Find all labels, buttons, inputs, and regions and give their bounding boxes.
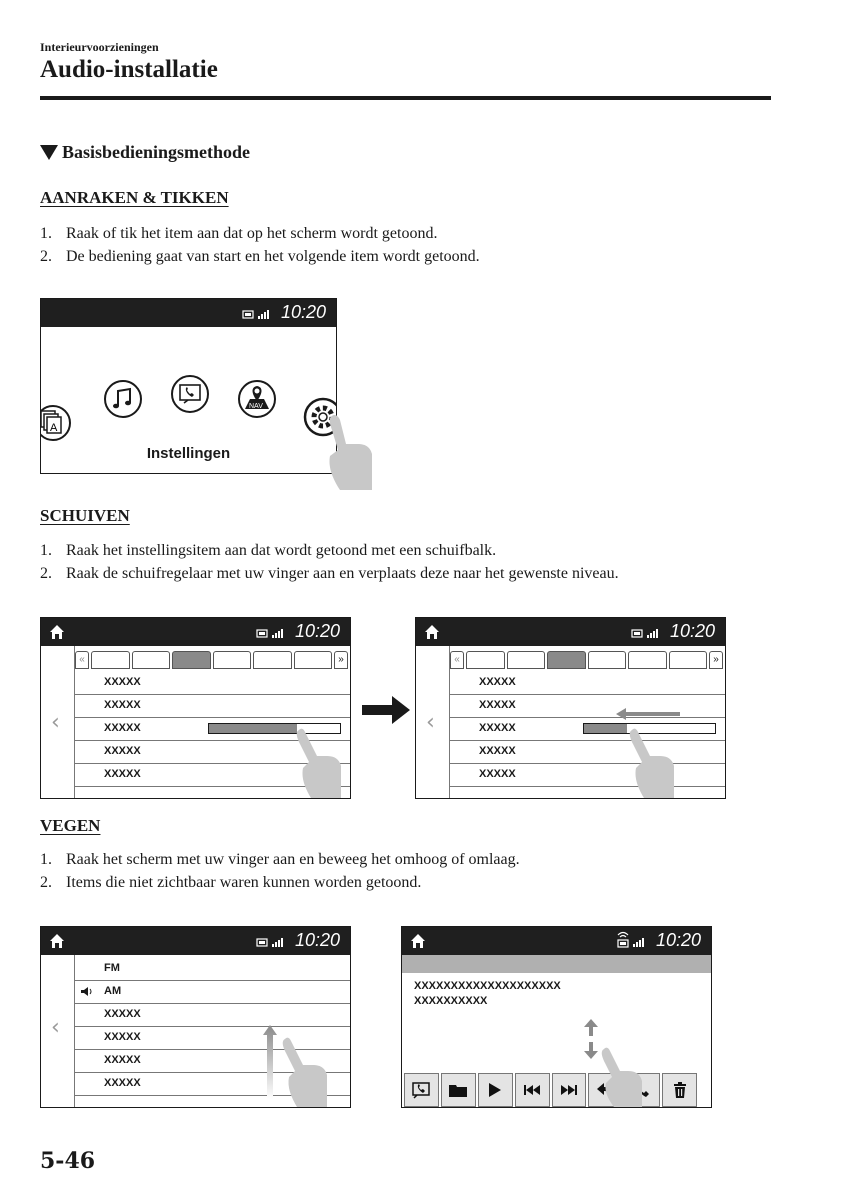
app-letter: A (50, 422, 58, 434)
list-swipe-screen (40, 926, 351, 1108)
touch-heading: AANRAKEN & TIKKEN (40, 188, 229, 207)
section-title (40, 142, 250, 163)
applications-icon[interactable] (40, 403, 81, 443)
tab-scroll-right[interactable]: » (709, 651, 723, 669)
next-button[interactable] (552, 1073, 587, 1107)
clock: 10:20 (294, 621, 340, 641)
battery-signal-icon (256, 627, 286, 639)
call-screen-button[interactable] (404, 1073, 439, 1107)
table-row[interactable]: XXXXX (449, 740, 725, 764)
list-item: 2. De bediening gaat van start en het volgende item wordt getoond. (40, 248, 480, 265)
play-icon (489, 1083, 501, 1097)
touch-hand-icon (598, 1045, 644, 1108)
status-bar (41, 618, 350, 646)
table-row[interactable]: XXXXX (449, 763, 725, 787)
tab-scroll-right[interactable]: » (334, 651, 348, 669)
swipe-up-arrow-icon (263, 1025, 277, 1099)
battery-signal-icon (256, 936, 286, 948)
table-row[interactable]: XXXXX (449, 717, 725, 741)
battery-signal-icon (242, 308, 272, 320)
table-row[interactable]: XXXXX (74, 694, 350, 718)
list-item: 1. Raak het instellingsitem aan dat wordt getoond met een schuifbalk. (40, 542, 497, 559)
touch-hand-icon (626, 726, 676, 799)
list-item[interactable]: AM (74, 980, 350, 1004)
list-item: 2. Items die niet zichtbaar waren kunnen worden getoond. (40, 874, 422, 891)
list-item: 1. Raak het scherm met uw vinger aan en beweeg het omhoog of omlaag. (40, 851, 520, 868)
folder-button[interactable] (441, 1073, 476, 1107)
tab[interactable] (213, 651, 252, 669)
tab[interactable] (91, 651, 130, 669)
tab[interactable] (253, 651, 292, 669)
clock: 10:20 (280, 302, 326, 322)
back-chevron-icon[interactable]: ‹ (51, 1015, 60, 1040)
list-item[interactable]: XXXXX (74, 1049, 350, 1073)
home-icon[interactable] (49, 624, 65, 640)
control-bar (404, 1073, 697, 1107)
list-item[interactable]: FM (74, 957, 350, 981)
slide-steps (40, 539, 619, 585)
table-row[interactable]: XXXXX (449, 694, 725, 718)
speaker-icon (80, 986, 94, 997)
status-bar (41, 299, 336, 327)
slide-left-arrow-icon (616, 708, 680, 720)
home-icon[interactable] (49, 933, 65, 949)
tab-strip (75, 651, 348, 669)
touch-hand-icon (279, 1035, 329, 1108)
touch-hand-icon (293, 726, 343, 799)
page-title: Audio-installatie (40, 56, 218, 83)
nav-label: NAV (249, 403, 263, 410)
tab-active[interactable] (172, 651, 211, 669)
delete-button[interactable] (662, 1073, 697, 1107)
message-swipe-screen (401, 926, 712, 1108)
tab[interactable] (132, 651, 171, 669)
selected-item-caption: Instellingen (146, 445, 231, 462)
table-row[interactable]: XXXXX (74, 671, 350, 695)
list-item: 2. Raak de schuifregelaar met uw vinger aan en verplaats deze naar het gewenste niveau. (40, 565, 619, 582)
phone-screen-icon (411, 1081, 431, 1099)
back-chevron-icon[interactable]: ‹ (426, 710, 435, 735)
wifi-signal-icon (617, 930, 647, 950)
tab-strip (450, 651, 723, 669)
home-icon[interactable] (424, 624, 440, 640)
triangle-bullet-icon (40, 145, 58, 160)
back-chevron-icon[interactable]: ‹ (51, 710, 60, 735)
touch-hand-icon (318, 410, 374, 494)
chapter-label: Interieurvoorzieningen (40, 40, 159, 54)
clock: 10:20 (294, 930, 340, 950)
right-arrow-icon (362, 696, 410, 724)
tab[interactable] (507, 651, 546, 669)
slider-fill (584, 724, 627, 733)
table-row[interactable]: XXXXX (74, 763, 350, 787)
table-row[interactable]: XXXXX (74, 740, 350, 764)
tab-scroll-left[interactable]: « (75, 651, 89, 669)
tab[interactable] (588, 651, 627, 669)
play-button[interactable] (478, 1073, 513, 1107)
table-row[interactable]: XXXXX (74, 717, 350, 741)
home-icon[interactable] (410, 933, 426, 949)
tab[interactable] (628, 651, 667, 669)
tab[interactable] (294, 651, 333, 669)
previous-button[interactable] (515, 1073, 550, 1107)
tab-active[interactable] (547, 651, 586, 669)
navigation-icon[interactable] (237, 379, 277, 419)
previous-track-icon (524, 1085, 540, 1095)
music-note-icon[interactable] (103, 379, 143, 419)
swipe-heading: VEGEN (40, 816, 101, 835)
slide-heading: SCHUIVEN (40, 506, 130, 525)
status-bar (41, 927, 350, 955)
section-title-text: Basisbedieningsmethode (62, 142, 251, 162)
status-bar (402, 927, 711, 955)
phone-icon[interactable] (170, 374, 210, 414)
slider-screen-after (415, 617, 726, 799)
list-item: 1. Raak of tik het item aan dat op het scherm wordt getoond. (40, 225, 438, 242)
folder-icon (449, 1083, 467, 1097)
message-body: XXXXXXXXXXXXXXXXXXXX XXXXXXXXXX (414, 980, 561, 1007)
page-number: 5-46 (40, 1148, 96, 1174)
tab[interactable] (466, 651, 505, 669)
scroll-updown-arrow-icon (584, 1019, 598, 1059)
tab-scroll-left[interactable]: « (450, 651, 464, 669)
message-header-bar (402, 955, 711, 973)
tab[interactable] (669, 651, 708, 669)
status-bar (416, 618, 725, 646)
list-item[interactable]: XXXXX (74, 1026, 350, 1050)
clock: 10:20 (669, 621, 715, 641)
home-screen-illustration (40, 298, 337, 474)
trash-icon (673, 1082, 687, 1098)
list-item[interactable]: XXXXX (74, 1072, 350, 1096)
next-track-icon (561, 1085, 577, 1095)
touch-steps (40, 222, 480, 268)
table-row[interactable]: XXXXX (449, 671, 725, 695)
slider-fill (209, 724, 297, 733)
clock: 10:20 (655, 930, 701, 950)
header-divider (40, 96, 771, 100)
battery-signal-icon (631, 627, 661, 639)
slider-screen-before (40, 617, 351, 799)
list-item[interactable]: XXXXX (74, 1003, 350, 1027)
swipe-steps (40, 848, 520, 894)
